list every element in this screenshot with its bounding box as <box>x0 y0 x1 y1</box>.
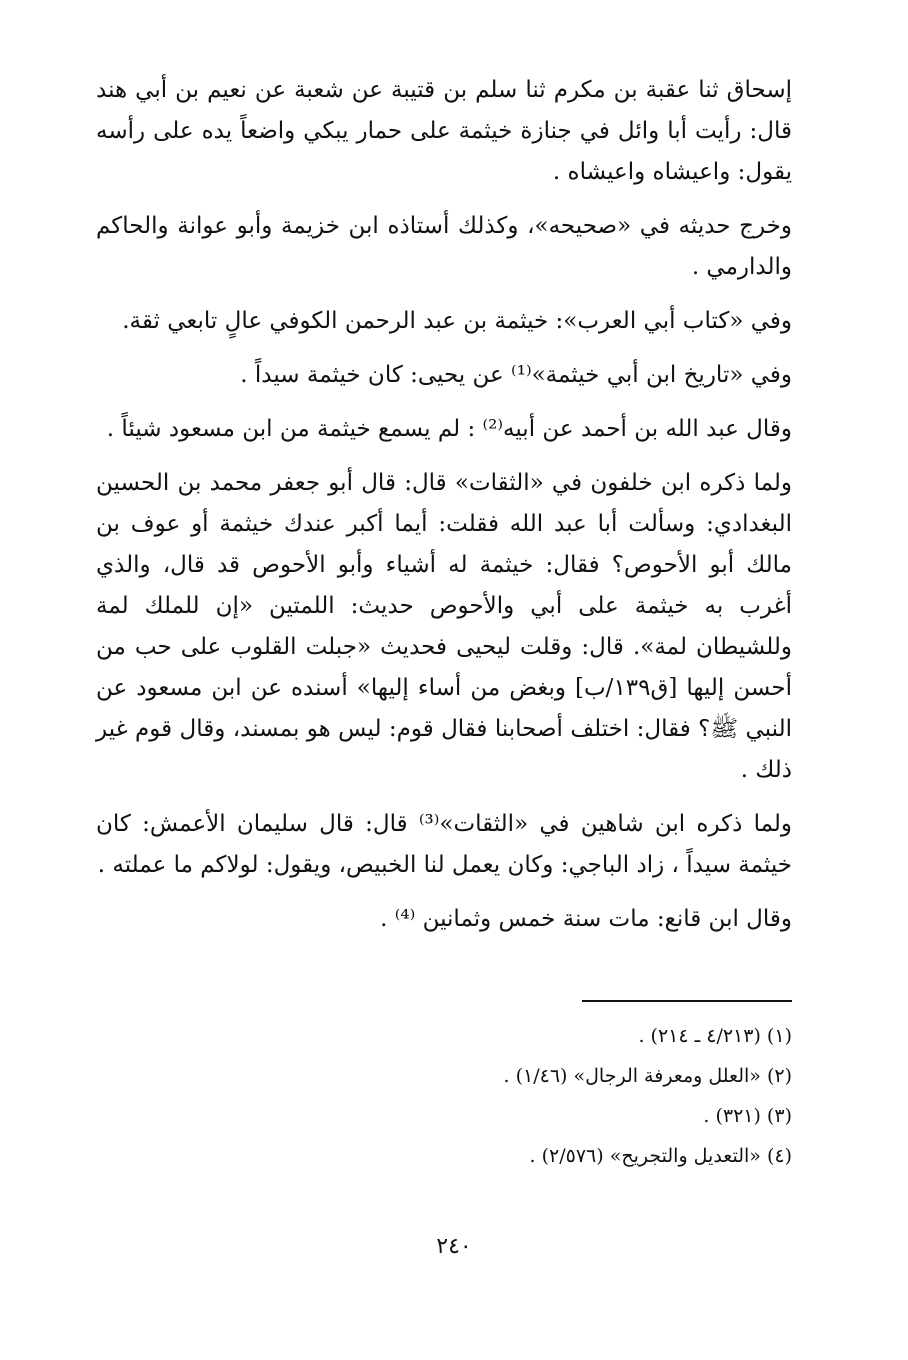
main-text <box>96 70 792 953</box>
page-number: ٢٤٠ <box>436 1234 472 1259</box>
paragraph-2: وخرج حديثه في «صحيحه»، وكذلك أستاذه ابن خزيمة وأبو عوانة والحاكم والدارمي . <box>96 213 792 280</box>
footnote-1: (١) (٤/٢١٣ ـ ٢١٤) . <box>638 1025 792 1047</box>
paragraph-5: وقال عبد الله بن أحمد عن أبيه⁽²⁾ : لم يسمع خيثمة من ابن مسعود شيئاً . <box>106 416 792 442</box>
footnote-4: (٤) «التعديل والتجريح» (٢/٥٧٦) . <box>529 1145 792 1167</box>
footnotes <box>96 1016 792 1176</box>
paragraph-3: وفي «كتاب أبي العرب»: خيثمة بن عبد الرحمن الكوفي عالٍ تابعي ثقة. <box>122 308 792 334</box>
paragraph-1: إسحاق ثنا عقبة بن مكرم ثنا سلم بن قتيبة عن شعبة عن نعيم بن أبي هند قال: رأيت أبا وائل في جنازة خيثمة على حمار يبكي واضعاً يده على رأسه يقول: واعيشاه واعيشاه . <box>96 77 792 185</box>
footnote-3: (٣) (٣٢١) . <box>703 1105 792 1127</box>
paragraph-8: وقال ابن قانع: مات سنة خمس وثمانين ⁽⁴⁾ . <box>380 906 792 932</box>
paragraph-6: ولما ذكره ابن خلفون في «الثقات» قال: قال أبو جعفر محمد بن الحسين البغدادي: وسألت أبا عبد الله فقلت: أيما أكبر عندك خيثمة أو عوف بن مالك أبو الأحوص؟ فقال: خيثمة له أشياء وأبو الأحوص قد قال، والذي أغرب به خيثمة على أبي والأحوص حديث: اللمتين «إن للملك لمة وللشيطان لمة». قال: وقلت ليحيى فحديث «جبلت القلوب على حب من أحسن إليها [ق١٣٩/ب] وبغض من أساء إليها» أسنده عن ابن مسعود عن النبي ﷺ؟ فقال: اختلف أصحابنا فقال قوم: ليس هو بمسند، وقال قوم غير ذلك . <box>96 470 792 783</box>
paragraph-4: وفي «تاريخ ابن أبي خيثمة»⁽¹⁾ عن يحيى: كان خيثمة سيداً . <box>240 362 792 388</box>
footnote-divider <box>582 1000 792 1002</box>
footnote-2: (٢) «العلل ومعرفة الرجال» (١/٤٦) . <box>503 1065 792 1087</box>
paragraph-7: ولما ذكره ابن شاهين في «الثقات»⁽³⁾ قال: قال سليمان الأعمش: كان خيثمة سيداً ، زاد الباجي: وكان يعمل لنا الخبيص، ويقول: لولاكم ما عملته . <box>96 811 792 878</box>
